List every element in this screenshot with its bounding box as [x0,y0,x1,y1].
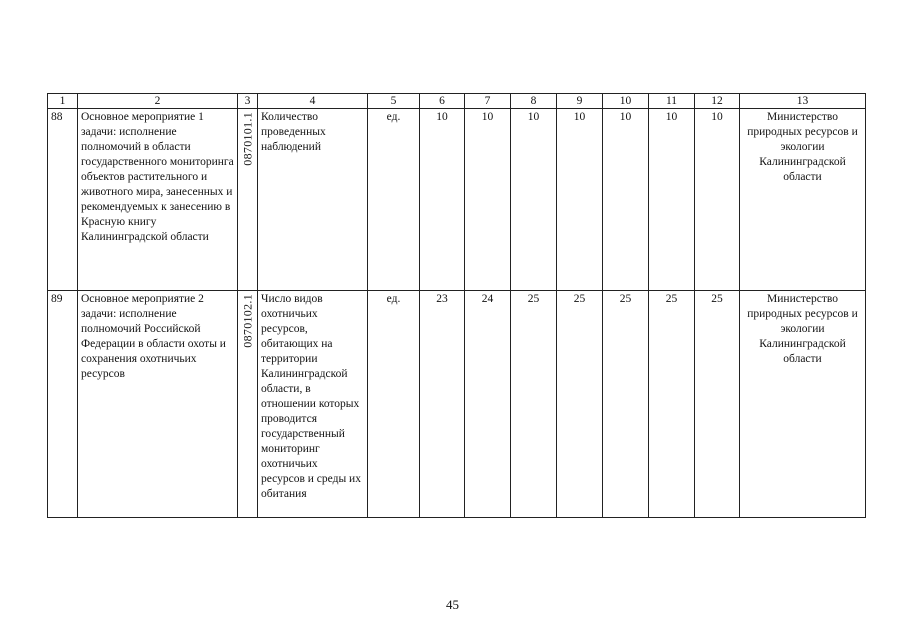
header-cell: 12 [695,94,740,109]
page-number: 45 [446,597,459,612]
event-code: 0870101.1 [240,112,254,166]
event-code: 0870102.1 [240,294,254,348]
value-cell: 23 [420,291,465,518]
value-cell: 10 [649,109,695,291]
table-row [48,291,866,518]
header-cell: 13 [740,94,866,109]
executor-cell: Министерство природных ресурсов и экологии Калининградской области [740,109,866,291]
value-cell: 10 [420,109,465,291]
value-cell: 25 [511,291,557,518]
header-cell: 5 [368,94,420,109]
header-cell: 11 [649,94,695,109]
value-cell: 10 [603,109,649,291]
header-cell: 7 [465,94,511,109]
header-cell: 1 [48,94,78,109]
row-number: 89 [48,291,78,518]
header-cell: 9 [557,94,603,109]
header-cell: 3 [238,94,258,109]
indicator-name: Число видов охотничьих ресурсов, обитающих на территории Калининградской области, в отношении которых проводится государственный мониторинг охотничьих ресурсов и среды их обитания [258,291,368,518]
value-cell: 24 [465,291,511,518]
header-row [48,94,866,109]
value-cell: 25 [557,291,603,518]
code-cell [238,291,258,518]
executor-cell: Министерство природных ресурсов и экологии Калининградской области [740,291,866,518]
event-description: Основное мероприятие 1 задачи: исполнение полномочий в области государственного мониторинга объектов растительного и животного мира, занесенных и рекомендуемых к занесению в Красную книгу Калининградской области [78,109,238,291]
code-cell [238,109,258,291]
value-cell: 10 [695,109,740,291]
value-cell: 10 [557,109,603,291]
value-cell: 25 [695,291,740,518]
header-cell: 8 [511,94,557,109]
row-number: 88 [48,109,78,291]
header-cell: 4 [258,94,368,109]
unit-cell: ед. [368,291,420,518]
event-description: Основное мероприятие 2 задачи: исполнение полномочий Российской Федерации в области охоты и сохранения охотничьих ресурсов [78,291,238,518]
indicators-table [47,93,866,518]
indicator-name: Количество проведенных наблюдений [258,109,368,291]
header-cell: 10 [603,94,649,109]
unit-cell: ед. [368,109,420,291]
value-cell: 10 [511,109,557,291]
value-cell: 10 [465,109,511,291]
value-cell: 25 [603,291,649,518]
table-row [48,109,866,291]
value-cell: 25 [649,291,695,518]
header-cell: 6 [420,94,465,109]
header-cell: 2 [78,94,238,109]
